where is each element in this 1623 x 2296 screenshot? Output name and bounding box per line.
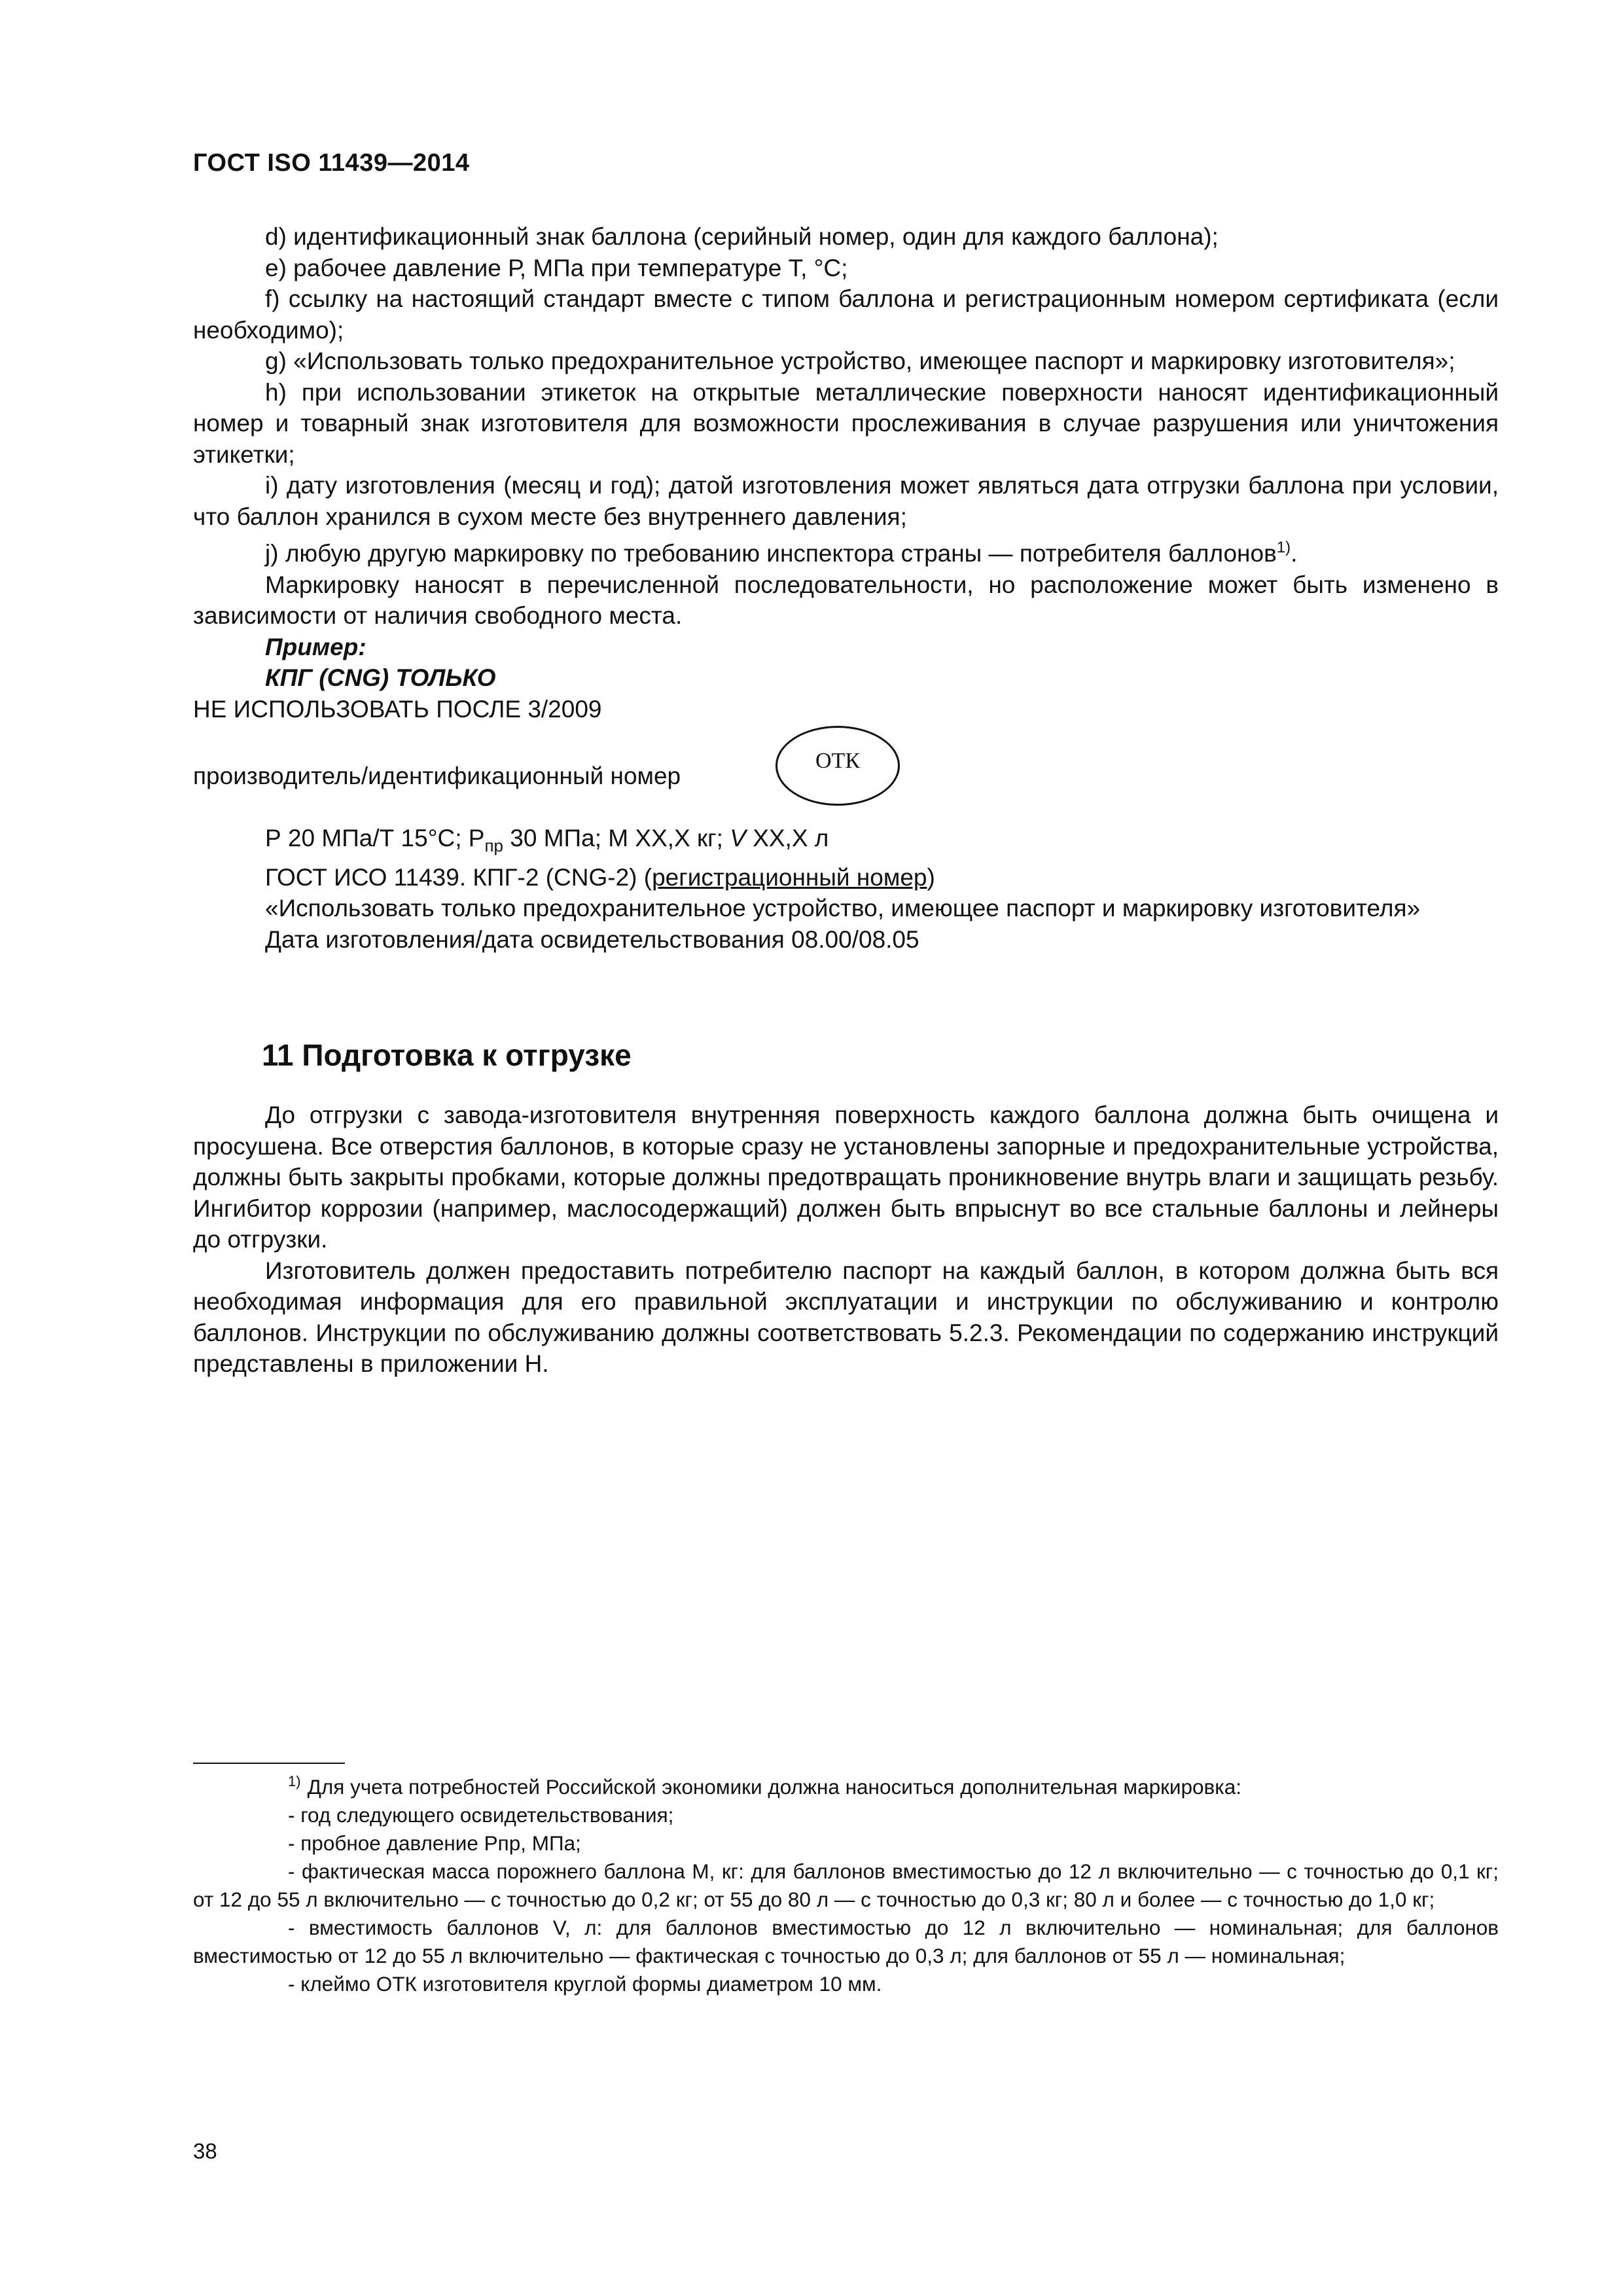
footnote-item: - фактическая масса порожнего баллона М, кг: для баллонов вместимостью до 12 л включительно — с точностью до 0,1 кг; от 12 до 55 л включительно — с точностью до 0,2 кг; от 55 до 80 л — с точностью до 0,3 кг; 80 л и более — с точностью до 1,0 кг; (193, 1859, 1499, 1911)
example-manufacturer-row (193, 725, 1499, 823)
order-note: Маркировку наносят в перечисленной последовательности, но расположение может быть изменено в зависимости от наличия свободного места. (193, 571, 1499, 629)
gost-text: ГОСТ ИСО 11439. КПГ-2 (CNG-2) ( (265, 863, 652, 891)
footnote-item: - вместимость баллонов V, л: для баллонов вместимостью до 12 л включительно — номинальная; для баллонов вместимостью от 12 до 55 л включительно — фактическая с точностью до 0,3 л; для баллонов от 55 л — номинальная; (193, 1916, 1499, 1967)
list-item-h: h) при использовании этикеток на открытые металлические поверхности наносят идентификационный номер и товарный знак изготовителя для возможности прослеживания в случае разрушения или уничтожения этикетки; (193, 378, 1499, 468)
list-item-j-text: j) любую другую маркировку по требованию инспектора страны — потребителя баллонов (265, 540, 1277, 567)
section-paragraph: До отгрузки с завода-изготовителя внутренняя поверхность каждого баллона должна быть очищена и просушена. Все отверстия баллонов, в которые сразу не установлены запорные и предохранительные устройства, должны быть закрыты пробками, которые должны предотвращать проникновение внутрь влаги и защищать резьбу. Ингибитор коррозии (например, маслосодержащий) должен быть впрыснут во все стальные баллоны и лейнеры до отгрузки. (193, 1102, 1499, 1253)
list-item-g: g) «Использовать только предохранительное устройство, имеющее паспорт и маркировку изготовителя»; (265, 348, 1455, 374)
volume-text: XX,X л (745, 825, 829, 852)
list-item-j: j) любую другую маркировку по требованию инспектора страны — потребителя баллонов$^{1)}$. (265, 539, 1298, 567)
example-pressure-line (193, 823, 1499, 862)
marking-list (193, 221, 1499, 955)
footnote-intro: Для учета потребностей Российской экономики должна наноситься дополнительная маркировка: (307, 1775, 1242, 1799)
example-manufacturer: производитель/идентификационный номер (193, 762, 681, 789)
footnote (193, 1767, 1499, 1998)
registration-number: регистрационный номер (652, 863, 927, 891)
list-item-d: d) идентификационный знак баллона (серийный номер, один для каждого баллона); (265, 223, 1219, 250)
example-title: КПГ (CNG) ТОЛЬКО (265, 664, 496, 691)
section-paragraph: Изготовитель должен предоставить потребителю паспорт на каждый баллон, в котором должна быть вся необходимая информация для его правильной эксплуатации и инструкции по обслуживанию и контролю баллонов. Инструкции по обслуживанию должны соответствовать 5.2.3. Рекомендации по содержанию инструкций представлены в приложении Н. (193, 1257, 1499, 1377)
gost-text-close: ) (927, 863, 935, 891)
list-item-e: e) рабочее давление Р, МПа при температуре Т, °С; (265, 254, 848, 281)
footnote-mark: 1) (288, 1773, 301, 1789)
example-gost-line (193, 862, 1499, 893)
volume-symbol: V (730, 825, 746, 852)
otk-stamp-icon (776, 726, 900, 806)
footnote-divider (193, 1763, 345, 1764)
footnote-intro-line (193, 1767, 1499, 1801)
pressure-text: Р 20 МПа/Т 15°С; Р (265, 825, 485, 852)
pressure-subscript: пр (484, 836, 504, 855)
section-title: 11 Подготовка к отгрузке (262, 1038, 632, 1072)
footnote-reference: 1) (1276, 539, 1291, 556)
footnote-item: - клеймо ОТК изготовителя круглой формы диаметром 10 мм. (288, 1972, 882, 1996)
example-do-not-use: НЕ ИСПОЛЬЗОВАТЬ ПОСЛЕ 3/2009 (193, 695, 602, 723)
footnote-item: - год следующего освидетельствования; (288, 1803, 674, 1827)
document-header: ГОСТ ISO 11439—2014 (193, 149, 470, 177)
list-item-f: f) ссылку на настоящий стандарт вместе с типом баллона и регистрационным номером сертификата (если необходимо); (193, 285, 1499, 344)
section-body (193, 1100, 1499, 1380)
page-number: 38 (193, 2139, 217, 2163)
example-date-line: Дата изготовления/дата освидетельствования 08.00/08.05 (265, 925, 919, 953)
otk-stamp-label: ОТК (815, 749, 860, 774)
example-quote-line: «Использовать только предохранительное устройство, имеющее паспорт и маркировку изготовителя» (265, 895, 1421, 922)
list-item-i: i) дату изготовления (месяц и год); датой изготовления может являться дата отгрузки баллона при условии, что баллон хранился в сухом месте без внутреннего давления; (193, 472, 1499, 530)
example-label: Пример: (265, 633, 366, 660)
pressure-text-mass: 30 МПа; М XX,X кг; (503, 825, 730, 852)
footnote-item: - пробное давление Рпр, МПа; (288, 1831, 581, 1855)
